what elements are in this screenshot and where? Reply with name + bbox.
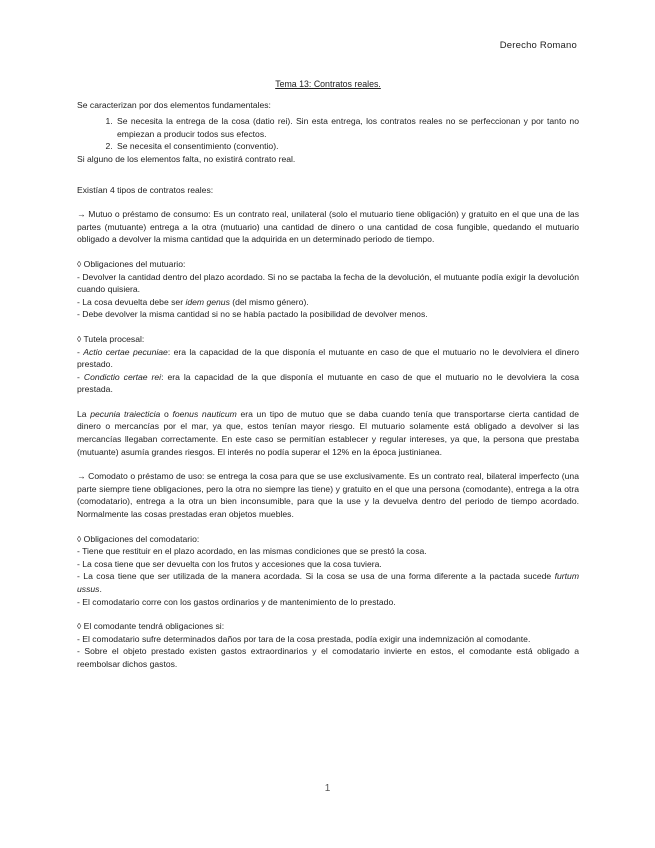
pecunia-paragraph bbox=[77, 408, 579, 458]
latin-term: Actio certae pecuniae bbox=[83, 346, 168, 357]
text-fragment: . bbox=[99, 584, 102, 594]
running-header: Derecho Romano bbox=[499, 40, 577, 51]
comodatario-obligations-heading: ◊ Obligaciones del comodatario: bbox=[77, 533, 200, 544]
comodato-paragraph: → Comodato o préstamo de uso: se entrega la cosa para que se use exclusivamente. Es un contrato real, bilateral imperfecto (una parte siempre tiene obligaciones, pero la otra no siempre las tiene) y gratuito en el que una persona (comodante), entrega a la otra (comodatario), entrega a la otra un bien inconsumible, para que la use y la devuelva dentro del periodo de tiempo acordado. Normalmente las cosas prestadas eran objetos muebles. bbox=[77, 471, 579, 520]
list-item: 1. Se necesita la entrega de la cosa (datio rei). Sin esta entrega, los contratos reales no se perfeccionan y por tanto no empiezan a producir todos sus efectos. bbox=[115, 115, 579, 140]
text-fragment: - La cosa devuelta debe ser bbox=[77, 296, 186, 307]
text-fragment: : era la capacidad de la que disponía el mutuante en caso de que el mutuario no le devolviera la cosa prestada. bbox=[77, 371, 580, 395]
comodatario-obligation-2: - La cosa tiene que ser devuelta con los frutos y accesiones que la cosa tuviera. bbox=[77, 558, 382, 569]
mutuo-obligation-1: - Devolver la cantidad dentro del plazo acordado. Si no se pactaba la fecha de la devolución, el mutuante podía exigir la devolución cuando quisiera. bbox=[77, 271, 579, 295]
tutela-heading: ◊ Tutela procesal: bbox=[77, 333, 145, 344]
document-body bbox=[77, 78, 579, 671]
latin-term: furtum ussus bbox=[77, 571, 579, 594]
page-title: Tema 13: Contratos reales. bbox=[275, 79, 381, 89]
comodatario-obligation-3 bbox=[77, 570, 579, 595]
comodatario-obligation-1: - Tiene que restituir en el plazo acordado, en las mismas condiciones que se prestó la cosa. bbox=[77, 546, 427, 557]
text-fragment: era un tipo de mutuo que se daba cuando tenía que transportarse cierta cantidad de dinero o mercancías por el mar, ya que, estos tenían mayor riesgo. El mutuario solamente está obligado a devolver si las mercancías llegaban correctamente. En este caso se permitían establecer y regular intereses, ya que, la persona que prestaba (mutuante) asumía grandes riesgos. El interés no podía superar el 12% en la época justinianea. bbox=[77, 408, 579, 457]
mutuo-obligation-3: - Debe devolver la misma cantidad si no se había pactado la posibilidad de devolver menos. bbox=[77, 309, 428, 320]
text-fragment: - bbox=[77, 346, 84, 357]
latin-term: foenus nauticum bbox=[172, 408, 237, 419]
list-item: 2. Se necesita el consentimiento (conventio). bbox=[115, 140, 579, 153]
text-fragment: - bbox=[77, 371, 84, 382]
text-fragment: (del mismo género). bbox=[229, 296, 309, 307]
latin-term: Condictio certae rei bbox=[83, 371, 162, 382]
text-fragment: - La cosa tiene que ser utilizada de la manera acordada. Si la cosa se usa de una forma diferente a la pactada sucede bbox=[77, 571, 555, 582]
comodante-item-1: - El comodatario sufre determinados daños por tara de la cosa prestada, podía exigir una indemnización al comodante. bbox=[77, 633, 531, 644]
text-fragment: o bbox=[160, 408, 173, 419]
elements-list bbox=[77, 115, 579, 153]
comodatario-obligation-4: - El comodatario corre con los gastos ordinarios y de mantenimiento de lo prestado. bbox=[77, 596, 396, 607]
comodante-heading: ◊ El comodante tendrá obligaciones si: bbox=[77, 621, 225, 632]
mutuo-obligation-2 bbox=[77, 296, 579, 309]
mutuo-obligations-heading: ◊ Obligaciones del mutuario: bbox=[77, 258, 186, 269]
text-fragment: La bbox=[77, 408, 91, 419]
page-number: 1 bbox=[324, 783, 331, 794]
tutela-item-2 bbox=[77, 371, 579, 396]
comodante-item-2: - Sobre el objeto prestado existen gastos extraordinarios y el comodatario invierte en estos, el comodante está obligado a reembolsar dichos gastos. bbox=[77, 646, 579, 669]
intro-text: Se caracterizan por dos elementos fundamentales: bbox=[77, 99, 271, 110]
tutela-item-1 bbox=[77, 346, 579, 371]
latin-term: pecunia traiecticia bbox=[90, 408, 161, 419]
text-fragment: : era la capacidad de la que disponía el mutuante en caso de que el mutuario no le devolviera el dinero prestado. bbox=[77, 346, 579, 370]
latin-term: idem genus bbox=[185, 296, 230, 307]
types-intro: Existían 4 tipos de contratos reales: bbox=[77, 184, 214, 195]
mutuo-paragraph: → Mutuo o préstamo de consumo: Es un contrato real, unilateral (solo el mutuario tiene obligación) y gratuito en el que una de las partes (mutuante) entrega a la otra (mutuario) una cantidad de dinero o una cantidad de cosa fungible, quedando el mutuario obligado a devolver la misma cantidad que la adquirida en un determinado periodo de tiempo. bbox=[77, 209, 579, 245]
missing-note: Si alguno de los elementos falta, no existirá contrato real. bbox=[77, 153, 296, 164]
